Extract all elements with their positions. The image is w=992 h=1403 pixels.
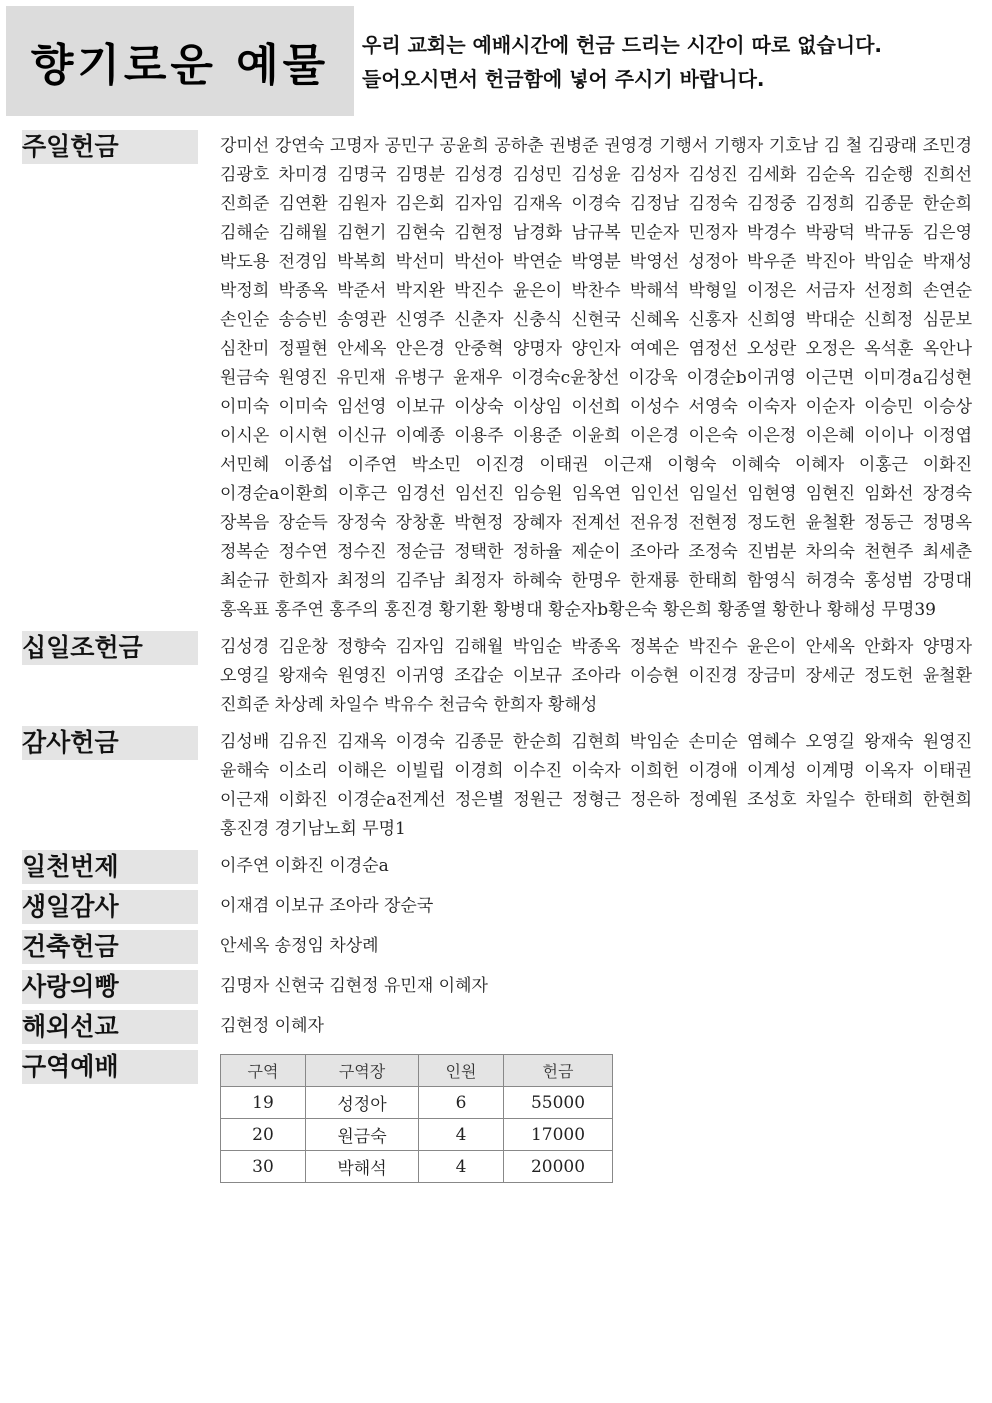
section-label: 사랑의빵 bbox=[22, 970, 198, 1004]
table-row bbox=[221, 1087, 613, 1119]
section-names: 이주연 이화진 이경순a bbox=[220, 856, 389, 876]
district-table-wrap bbox=[220, 1050, 613, 1183]
section-district bbox=[22, 1050, 972, 1183]
table-cell: 30 bbox=[221, 1151, 306, 1183]
section-bread bbox=[22, 970, 972, 1004]
section-building bbox=[22, 930, 972, 964]
column-header: 인원 bbox=[419, 1055, 504, 1087]
column-header: 구역 bbox=[221, 1055, 306, 1087]
section-mission bbox=[22, 1010, 972, 1044]
table-row bbox=[221, 1151, 613, 1183]
notice-line-1: 우리 교회는 예배시간에 헌금 드리는 시간이 따로 없습니다. bbox=[362, 33, 883, 57]
section-names: 김성배 김유진 김재옥 이경숙 김종문 한순희 김현희 박임순 손미순 염혜수 오영길 왕재숙 원영진 윤해숙 이소리 이해은 이빌립 이경희 이수진 이숙자 이희헌 이경애 이계성 이계명 이옥자 이태권 이근재 이화진 이경순a전계선 정은별 정원근 정형근 정은하 정예원 조성호 차일수 한태희 한현희 홍진경 경기남노회 무명1 bbox=[220, 732, 972, 839]
notice-line-2: 들어오시면서 헌금함에 넣어 주시기 바랍니다. bbox=[362, 67, 765, 91]
district-table bbox=[220, 1054, 613, 1183]
section-names: 이재겸 이보규 조아라 장순국 bbox=[220, 896, 434, 916]
section-label: 해외선교 bbox=[22, 1010, 198, 1044]
section-label: 일천번제 bbox=[22, 850, 198, 884]
column-header: 구역장 bbox=[306, 1055, 419, 1087]
table-cell: 6 bbox=[419, 1087, 504, 1119]
section-label: 십일조헌금 bbox=[22, 631, 198, 665]
table-row bbox=[221, 1119, 613, 1151]
section-names: 김명자 신현국 김현정 유민재 이혜자 bbox=[220, 976, 488, 996]
table-cell: 20 bbox=[221, 1119, 306, 1151]
notice bbox=[362, 28, 982, 96]
title-box bbox=[6, 6, 354, 116]
table-cell: 19 bbox=[221, 1087, 306, 1119]
section-ilcheon bbox=[22, 850, 972, 884]
table-header-row bbox=[221, 1055, 613, 1087]
section-label: 생일감사 bbox=[22, 890, 198, 924]
section-names: 강미선 강연숙 고명자 공민구 공윤희 공하춘 권병준 권영경 기행서 기행자 기호남 김 철 김광래 조민경 김광호 차미경 김명국 김명분 김성경 김성민 김성윤 김성자 김성진 김세화 김순옥 김순행 진희선 진희준 김연환 김원자 김은회 김자임 김재옥 이경숙 김정남 김정숙 김정중 김정희 김종문 한순희 김해순 김해월 김현기 김현숙 김현정 남경화 남규복 민순자 민정자 박경수 박광덕 박규동 김은영 박도용 전경임 박복희 박선미 박선아 박연순 박영분 박영선 성정아 박우준 박진아 박임순 박재성 박정희 박종옥 박준서 박지완 박진수 윤은이 박찬수 박해석 박형일 이정은 서금자 선정희 손연순 손인순 송승빈 송영관 신영주 신춘자 신충식 신현국 신혜옥 신홍자 신희영 박대순 신희정 심문보 심찬미 정필현 안세옥 안은경 안중혁 양명자 양인자 여예은 염정선 오성란 오정은 옥석훈 옥안나 원금숙 원영진 유민재 유병구 윤재우 이경숙c윤창선 이강욱 이경순b이귀영 이근면 이미경a김성현 이미숙 이미숙 임선영 이보규 이상숙 이상임 이선희 이성수 서영숙 이숙자 이순자 이승민 이승상 이시온 이시현 이신규 이예종 이용주 이용준 이윤희 이은경 이은숙 이은정 이은혜 이이나 이정엽 서민혜 이종섭 이주연 박소민 이진경 이태권 이근재 이형숙 이혜숙 이혜자 이홍근 이화진 이경순a이환희 이후근 임경선 임선진 임승원 임옥연 임인선 임일선 임현영 임현진 임화선 장경숙 장복음 장순득 장정숙 장창훈 박현정 장혜자 전계선 전유정 전현정 정도헌 윤철환 정동근 정명옥 정복순 정수연 정수진 정순금 정택한 정하율 제순이 조아라 조정숙 진범분 차의숙 천현주 최세춘 최순규 한희자 최정의 김주남 최정자 하혜숙 한명우 한재룡 한태희 함영식 허경숙 홍성범 강명대 홍옥표 홍주연 홍주의 홍진경 황기환 황병대 황순자b황은숙 황은희 황종열 황한나 황해성 무명39 bbox=[220, 136, 972, 620]
section-label: 구역예배 bbox=[22, 1050, 198, 1084]
table-cell: 55000 bbox=[504, 1087, 613, 1119]
section-birthday bbox=[22, 890, 972, 924]
section-names: 김성경 김운창 정향숙 김자임 김해월 박임순 박종옥 정복순 박진수 윤은이 안세옥 안화자 양명자 오영길 왕재숙 원영진 이귀영 조갑순 이보규 조아라 이승현 이진경 장금미 장세군 정도헌 윤철환 진희준 차상례 차일수 박유수 천금숙 한희자 황해성 bbox=[220, 637, 972, 715]
section-label: 주일헌금 bbox=[22, 130, 198, 164]
section-label: 건축헌금 bbox=[22, 930, 198, 964]
section-names: 김현정 이혜자 bbox=[220, 1016, 324, 1036]
page-title: 향기로운 예물 bbox=[30, 40, 330, 91]
table-cell: 원금숙 bbox=[306, 1119, 419, 1151]
section-names: 안세옥 송정임 차상례 bbox=[220, 936, 379, 956]
table-cell: 17000 bbox=[504, 1119, 613, 1151]
table-cell: 20000 bbox=[504, 1151, 613, 1183]
section-label: 감사헌금 bbox=[22, 726, 198, 760]
table-cell: 4 bbox=[419, 1151, 504, 1183]
table-cell: 4 bbox=[419, 1119, 504, 1151]
section-sunday bbox=[22, 130, 972, 625]
table-cell: 성정아 bbox=[306, 1087, 419, 1119]
section-tithe bbox=[22, 631, 972, 720]
section-thanks bbox=[22, 726, 972, 844]
offering-sections bbox=[22, 130, 972, 1189]
column-header: 헌금 bbox=[504, 1055, 613, 1087]
table-cell: 박해석 bbox=[306, 1151, 419, 1183]
